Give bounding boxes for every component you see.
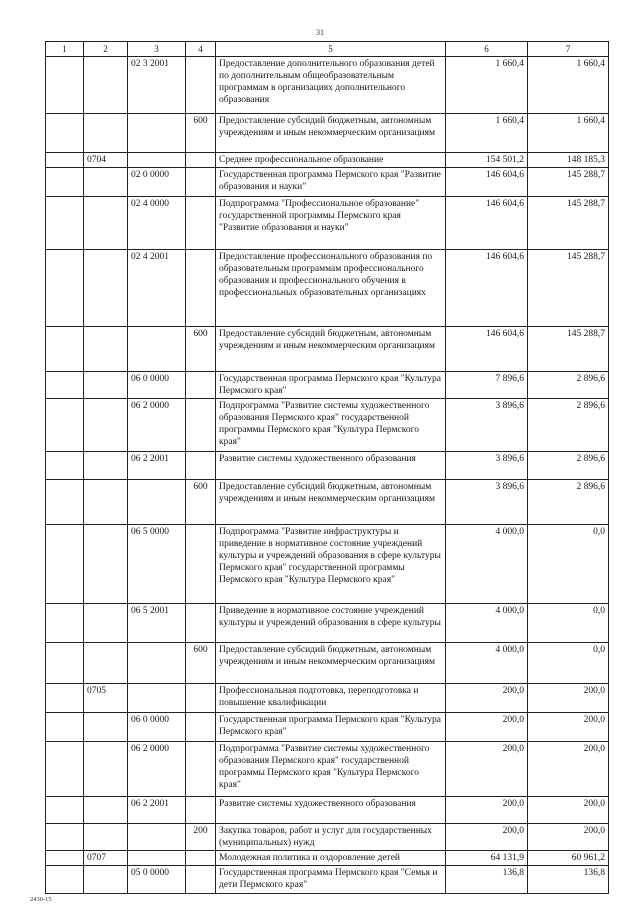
section-code-cell <box>83 168 127 196</box>
program-code-cell: 02 4 0000 <box>127 197 185 249</box>
table-row <box>45 851 609 866</box>
amount-col7-cell: 200,0 <box>527 797 609 823</box>
expense-type-cell: 200 <box>185 824 215 850</box>
budget-table <box>45 41 609 894</box>
section-code-cell <box>83 372 127 398</box>
item-name-cell: Подпрограмма "Развитие системы художественного образования Пермского края" государственной программы Пермского края "Культура Пермского края" <box>215 399 445 451</box>
expense-type-cell <box>185 604 215 642</box>
amount-col6-cell: 4 000,0 <box>445 643 527 683</box>
table-row <box>45 57 609 114</box>
program-code-cell: 06 2 0000 <box>127 742 185 796</box>
program-code-cell: 06 2 2001 <box>127 452 185 479</box>
cell-col-1 <box>45 114 83 152</box>
column-header-6: 6 <box>445 42 527 56</box>
table-body <box>45 57 609 894</box>
item-name-cell: Предоставление субсидий бюджетным, автономным учреждениям и иным некоммерческим организациям <box>215 643 445 683</box>
item-name-cell: Профессиональная подготовка, переподготовка и повышение квалификации <box>215 684 445 712</box>
section-code-cell <box>83 57 127 113</box>
amount-col6-cell: 146 604,6 <box>445 197 527 249</box>
table-row <box>45 372 609 399</box>
amount-col6-cell: 200,0 <box>445 742 527 796</box>
table-row <box>45 684 609 713</box>
table-row <box>45 452 609 480</box>
table-row <box>45 327 609 372</box>
table-row <box>45 399 609 452</box>
amount-col7-cell: 0,0 <box>527 604 609 642</box>
column-header-5: 5 <box>215 42 445 56</box>
program-code-cell: 06 5 0000 <box>127 525 185 603</box>
expense-type-cell: 600 <box>185 480 215 524</box>
amount-col7-cell: 136,8 <box>527 866 609 893</box>
program-code-cell: 06 2 2001 <box>127 797 185 823</box>
amount-col7-cell: 145 288,7 <box>527 168 609 196</box>
section-code-cell <box>83 327 127 371</box>
expense-type-cell <box>185 452 215 479</box>
expense-type-cell <box>185 684 215 712</box>
table-row <box>45 250 609 327</box>
amount-col7-cell: 1 660,4 <box>527 114 609 152</box>
amount-col6-cell: 146 604,6 <box>445 250 527 326</box>
program-code-cell: 06 0 0000 <box>127 713 185 741</box>
program-code-cell <box>127 684 185 712</box>
cell-col-1 <box>45 742 83 796</box>
expense-type-cell <box>185 713 215 741</box>
amount-col7-cell: 145 288,7 <box>527 327 609 371</box>
amount-col7-cell: 2 896,6 <box>527 399 609 451</box>
expense-type-cell <box>185 866 215 893</box>
section-code-cell <box>83 114 127 152</box>
program-code-cell <box>127 824 185 850</box>
program-code-cell <box>127 153 185 167</box>
item-name-cell: Государственная программа Пермского края "Культура Пермского края" <box>215 372 445 398</box>
table-header-row <box>45 41 609 57</box>
cell-col-1 <box>45 604 83 642</box>
section-code-cell <box>83 480 127 524</box>
section-code-cell: 0705 <box>83 684 127 712</box>
expense-type-cell <box>185 742 215 796</box>
table-row <box>45 197 609 250</box>
amount-col7-cell: 2 896,6 <box>527 480 609 524</box>
program-code-cell: 02 0 0000 <box>127 168 185 196</box>
section-code-cell <box>83 643 127 683</box>
expense-type-cell: 600 <box>185 327 215 371</box>
cell-col-1 <box>45 372 83 398</box>
cell-col-1 <box>45 197 83 249</box>
amount-col6-cell: 146 604,6 <box>445 327 527 371</box>
cell-col-1 <box>45 851 83 865</box>
expense-type-cell <box>185 168 215 196</box>
cell-col-1 <box>45 797 83 823</box>
expense-type-cell <box>185 851 215 865</box>
program-code-cell: 06 2 0000 <box>127 399 185 451</box>
program-code-cell <box>127 327 185 371</box>
amount-col7-cell: 200,0 <box>527 684 609 712</box>
cell-col-1 <box>45 153 83 167</box>
cell-col-1 <box>45 713 83 741</box>
program-code-cell: 06 5 2001 <box>127 604 185 642</box>
cell-col-1 <box>45 57 83 113</box>
cell-col-1 <box>45 643 83 683</box>
column-header-2: 2 <box>83 42 127 56</box>
amount-col6-cell: 3 896,6 <box>445 452 527 479</box>
cell-col-1 <box>45 480 83 524</box>
section-code-cell: 0704 <box>83 153 127 167</box>
item-name-cell: Предоставление субсидий бюджетным, автономным учреждениям и иным некоммерческим организациям <box>215 114 445 152</box>
cell-col-1 <box>45 452 83 479</box>
expense-type-cell <box>185 797 215 823</box>
amount-col7-cell: 200,0 <box>527 824 609 850</box>
table-row <box>45 480 609 525</box>
program-code-cell <box>127 480 185 524</box>
table-row <box>45 153 609 168</box>
section-code-cell <box>83 399 127 451</box>
program-code-cell <box>127 114 185 152</box>
amount-col6-cell: 154 501,2 <box>445 153 527 167</box>
page-number: 31 <box>316 28 324 37</box>
cell-col-1 <box>45 168 83 196</box>
amount-col6-cell: 200,0 <box>445 713 527 741</box>
expense-type-cell <box>185 525 215 603</box>
section-code-cell <box>83 197 127 249</box>
amount-col6-cell: 4 000,0 <box>445 525 527 603</box>
expense-type-cell <box>185 250 215 326</box>
amount-col6-cell: 200,0 <box>445 797 527 823</box>
amount-col7-cell: 200,0 <box>527 713 609 741</box>
column-header-4: 4 <box>185 42 215 56</box>
table-row <box>45 713 609 742</box>
amount-col6-cell: 64 131,9 <box>445 851 527 865</box>
item-name-cell: Приведение в нормативное состояние учреждений культуры и учреждений образования в сфере культуры <box>215 604 445 642</box>
program-code-cell <box>127 851 185 865</box>
amount-col6-cell: 1 660,4 <box>445 114 527 152</box>
amount-col6-cell: 3 896,6 <box>445 399 527 451</box>
cell-col-1 <box>45 866 83 893</box>
amount-col6-cell: 7 896,6 <box>445 372 527 398</box>
amount-col6-cell: 146 604,6 <box>445 168 527 196</box>
item-name-cell: Государственная программа Пермского края "Развитие образования и науки" <box>215 168 445 196</box>
item-name-cell: Развитие системы художественного образования <box>215 797 445 823</box>
table-row <box>45 604 609 643</box>
cell-col-1 <box>45 525 83 603</box>
program-code-cell: 06 0 0000 <box>127 372 185 398</box>
amount-col7-cell: 200,0 <box>527 742 609 796</box>
amount-col7-cell: 0,0 <box>527 525 609 603</box>
amount-col7-cell: 145 288,7 <box>527 197 609 249</box>
expense-type-cell <box>185 399 215 451</box>
table-row <box>45 824 609 851</box>
item-name-cell: Государственная программа Пермского края "Культура Пермского края" <box>215 713 445 741</box>
section-code-cell <box>83 604 127 642</box>
section-code-cell <box>83 866 127 893</box>
item-name-cell: Государственная программа Пермского края "Семья и дети Пермского края" <box>215 866 445 893</box>
table-row <box>45 742 609 797</box>
table-row <box>45 168 609 197</box>
amount-col7-cell: 2 896,6 <box>527 372 609 398</box>
amount-col6-cell: 136,8 <box>445 866 527 893</box>
item-name-cell: Подпрограмма "Профессиональное образование" государственной программы Пермского края "Развитие образования и науки" <box>215 197 445 249</box>
item-name-cell: Среднее профессиональное образование <box>215 153 445 167</box>
amount-col7-cell: 2 896,6 <box>527 452 609 479</box>
item-name-cell: Подпрограмма "Развитие системы художественного образования Пермского края" государственной программы Пермского края "Культура Пермского края" <box>215 742 445 796</box>
footer-code: 2430-15 <box>30 896 52 903</box>
section-code-cell: 0707 <box>83 851 127 865</box>
amount-col6-cell: 3 896,6 <box>445 480 527 524</box>
expense-type-cell: 600 <box>185 643 215 683</box>
item-name-cell: Закупка товаров, работ и услуг для государственных (муниципальных) нужд <box>215 824 445 850</box>
cell-col-1 <box>45 250 83 326</box>
section-code-cell <box>83 525 127 603</box>
table-row <box>45 797 609 824</box>
item-name-cell: Предоставление субсидий бюджетным, автономным учреждениям и иным некоммерческим организациям <box>215 327 445 371</box>
section-code-cell <box>83 713 127 741</box>
program-code-cell: 02 4 2001 <box>127 250 185 326</box>
section-code-cell <box>83 824 127 850</box>
amount-col7-cell: 145 288,7 <box>527 250 609 326</box>
amount-col6-cell: 1 660,4 <box>445 57 527 113</box>
amount-col7-cell: 0,0 <box>527 643 609 683</box>
section-code-cell <box>83 742 127 796</box>
item-name-cell: Предоставление дополнительного образования детей по дополнительным общеобразовательным программам в организациях дополнительного образования <box>215 57 445 113</box>
expense-type-cell <box>185 153 215 167</box>
table-row <box>45 643 609 684</box>
table-row <box>45 114 609 153</box>
cell-col-1 <box>45 327 83 371</box>
table-row <box>45 525 609 604</box>
amount-col7-cell: 1 660,4 <box>527 57 609 113</box>
item-name-cell: Развитие системы художественного образования <box>215 452 445 479</box>
cell-col-1 <box>45 824 83 850</box>
program-code-cell: 02 3 2001 <box>127 57 185 113</box>
amount-col7-cell: 148 185,3 <box>527 153 609 167</box>
amount-col6-cell: 4 000,0 <box>445 604 527 642</box>
amount-col7-cell: 60 961,2 <box>527 851 609 865</box>
section-code-cell <box>83 250 127 326</box>
item-name-cell: Предоставление профессионального образования по образовательным программам профессионального образования и профессионального обучения в профессиональных образовательных организациях <box>215 250 445 326</box>
item-name-cell: Молодежная политика и оздоровление детей <box>215 851 445 865</box>
expense-type-cell: 600 <box>185 114 215 152</box>
column-header-1: 1 <box>45 42 83 56</box>
expense-type-cell <box>185 372 215 398</box>
section-code-cell <box>83 452 127 479</box>
cell-col-1 <box>45 684 83 712</box>
section-code-cell <box>83 797 127 823</box>
column-header-3: 3 <box>127 42 185 56</box>
amount-col6-cell: 200,0 <box>445 824 527 850</box>
item-name-cell: Подпрограмма "Развитие инфраструктуры и приведение в нормативное состояние учреждений культуры и учреждений образования в сфере культуры Пермского края" государственной программы Пермского края "Культура Пермского края" <box>215 525 445 603</box>
item-name-cell: Предоставление субсидий бюджетным, автономным учреждениям и иным некоммерческим организациям <box>215 480 445 524</box>
column-header-7: 7 <box>527 42 609 56</box>
cell-col-1 <box>45 399 83 451</box>
program-code-cell: 05 0 0000 <box>127 866 185 893</box>
table-row <box>45 866 609 894</box>
expense-type-cell <box>185 57 215 113</box>
expense-type-cell <box>185 197 215 249</box>
amount-col6-cell: 200,0 <box>445 684 527 712</box>
program-code-cell <box>127 643 185 683</box>
